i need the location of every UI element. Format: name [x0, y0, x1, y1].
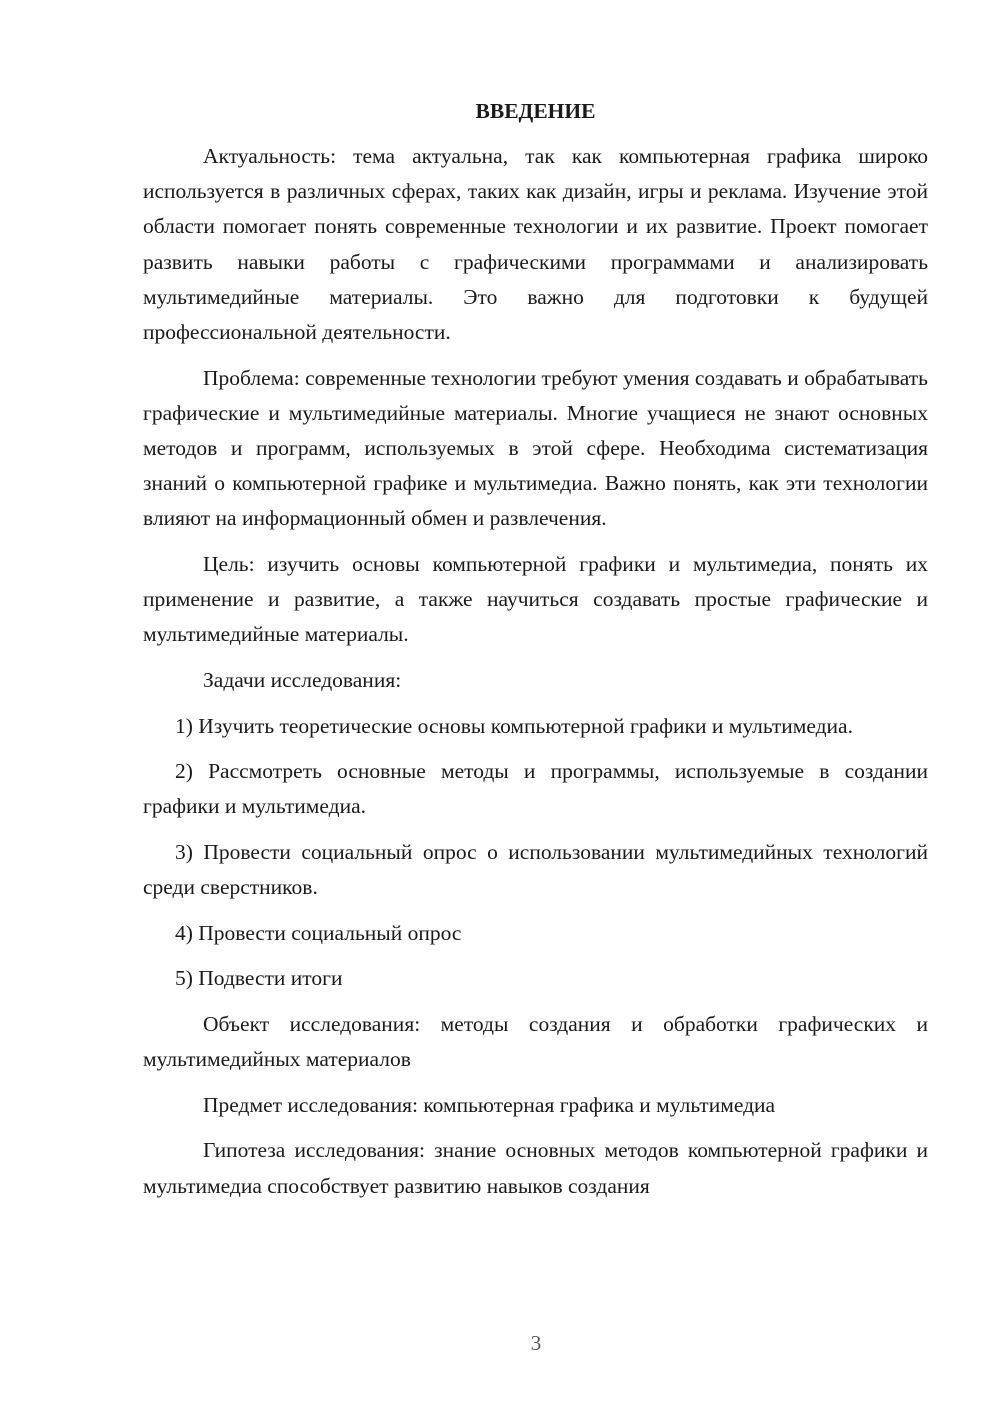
task-item-1: 1) Изучить теоретические основы компьютерной графики и мультимедиа.: [175, 713, 853, 738]
task-item-5: 5) Подвести итоги: [175, 966, 343, 991]
paragraph-goal: Цель: изучить основы компьютерной графики и мультимедиа, понять их применение и развитие, а также научиться создавать простые графические и мультимедийные материалы.: [143, 552, 928, 647]
paragraph-subject: Предмет исследования: компьютерная графика и мультимедиа: [203, 1092, 776, 1117]
page-content: [143, 94, 928, 1204]
task-item-2: 2) Рассмотреть основные методы и программы, используемые в создании графики и мультимедиа.: [143, 759, 928, 819]
tasks-heading: Задачи исследования:: [203, 668, 402, 693]
paragraph-problem: Проблема: современные технологии требуют умения создавать и обрабатывать графические и мультимедийные материалы. Многие учащиеся не знают основных методов и программ, используемых в этой сфере. Необходима систематизация знаний о компьютерной графике и мультимедиа. Важно понять, как эти технологии влияют на информационный обмен и развлечения.: [143, 365, 928, 531]
page-title: ВВЕДЕНИЕ: [475, 99, 596, 123]
task-item-4: 4) Провести социальный опрос: [175, 920, 462, 945]
paragraph-object: Объект исследования: методы создания и обработки графических и мультимедийных материалов: [143, 1011, 928, 1072]
task-item-3: 3) Провести социальный опрос о использовании мультимедийных технологий среди сверстников.: [143, 840, 928, 900]
paragraph-hypothesis: Гипотеза исследования: знание основных методов компьютерной графики и мультимедиа способствует развитию навыков создания: [143, 1138, 928, 1198]
page-number: 3: [530, 1331, 542, 1355]
paragraph-relevance: Актуальность: тема актуальна, так как компьютерная графика широко используется в различных сферах, таких как дизайн, игры и реклама. Изучение этой области помогает понять современные технологии и их развитие. Проект помогает развить навыки работы с графическими программами и анализировать мультимедийные материалы. Это важно для подготовки к будущей профессиональной деятельности.: [143, 144, 928, 345]
